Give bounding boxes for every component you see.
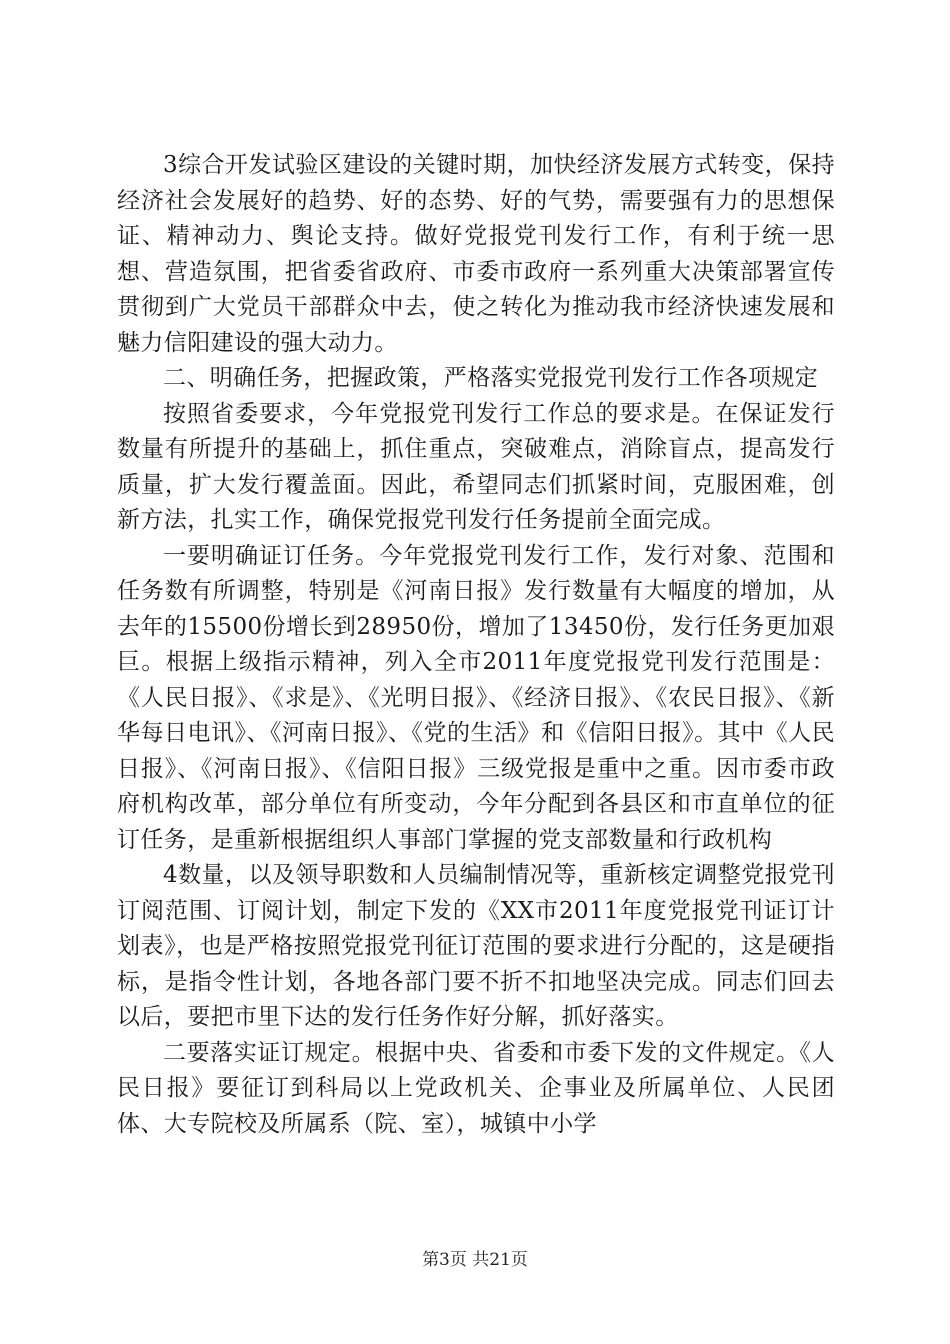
body-text [117, 148, 835, 1142]
page-footer: 第3页 共21页 [422, 1250, 528, 1270]
section-heading: 二、明确任务，把握政策，严格落实党报党刊发行工作各项规定 [163, 365, 819, 391]
paragraph: 4数量，以及领导职数和人员编制情况等，重新核定调整党报党刊订阅范围、订阅计划，制定下发的《XX市2011年度党报党刊证订计划表》，也是严格按照党报党刊征订范围的要求进行分配的，这是硬指标，是指令性计划，各地各部门要不折不扣地坚决完成。同志们回去以后，要把市里下达的发行任务作好分解，抓好落实。 [117, 862, 835, 1030]
paragraph: 3综合开发试验区建设的关键时期，加快经济发展方式转变，保持经济社会发展好的趋势、好的态势、好的气势，需要强有力的思想保证、精神动力、舆论支持。做好党报党刊发行工作，有利于统一思想、营造氛围，把省委省政府、市委市政府一系列重大决策部署宣传贯彻到广大党员干部群众中去，使之转化为推动我市经济快速发展和魅力信阳建设的强大动力。 [117, 152, 835, 356]
paragraph: 二要落实证订规定。根据中央、省委和市委下发的文件规定。《人民日报》要征订到科局以上党政机关、企事业及所属单位、人民团体、大专院校及所属系（院、室），城镇中小学 [117, 1039, 835, 1137]
paragraph: 按照省委要求，今年党报党刊发行工作总的要求是。在保证发行数量有所提升的基础上，抓住重点，突破难点，消除盲点，提高发行质量，扩大发行覆盖面。因此，希望同志们抓紧时间，克服困难，创新方法，扎实工作，确保党报党刊发行任务提前全面完成。 [117, 400, 835, 533]
paragraph: 一要明确证订任务。今年党报党刊发行工作，发行对象、范围和任务数有所调整，特别是《河南日报》发行数量有大幅度的增加，从去年的15500份增长到28950份，增加了13450份，发行任务更加艰巨。根据上级指示精神，列入全市2011年度党报党刊发行范围是：《人民日报》、《求是》、《光明日报》、《经济日报》、《农民日报》、《新华每日电讯》、《河南日报》、《党的生活》和《信阳日报》。其中《人民日报》、《河南日报》、《信阳日报》三级党报是重中之重。因市委市政府机构改革，部分单位有所变动，今年分配到各县区和市直单位的征订任务，是重新根据组织人事部门掌握的党支部数量和行政机构 [117, 542, 835, 853]
